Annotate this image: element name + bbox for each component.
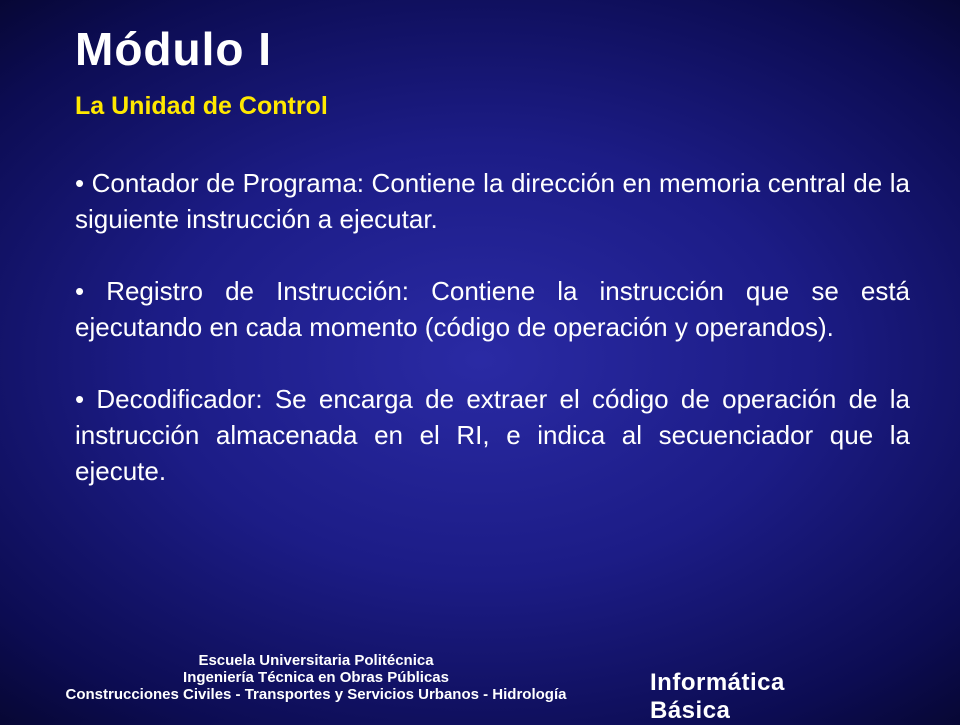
bullet-list <box>75 165 910 525</box>
bullet-item-program-counter: • Contador de Programa: Contiene la dirección en memoria central de la siguiente instrucción a ejecutar. <box>75 165 910 237</box>
footer-course-name: Informática Básica <box>650 669 785 724</box>
footer-degree: Ingeniería Técnica en Obras Públicas <box>183 669 449 686</box>
slide-title: Módulo I <box>75 23 273 75</box>
footer-school-name: Escuela Universitaria Politécnica <box>198 652 434 669</box>
footer-specialties: Construcciones Civiles - Transportes y Servicios Urbanos - Hidrología <box>65 686 567 703</box>
slide-subtitle: La Unidad de Control <box>75 92 328 120</box>
bullet-item-instruction-register: • Registro de Instrucción: Contiene la instrucción que se está ejecutando en cada momento (código de operación y operandos). <box>75 273 910 345</box>
footer-school-info <box>0 652 632 703</box>
bullet-item-decoder: • Decodificador: Se encarga de extraer el código de operación de la instrucción almacenada en el RI, e indica al secuenciador que la ejecute. <box>75 381 910 489</box>
